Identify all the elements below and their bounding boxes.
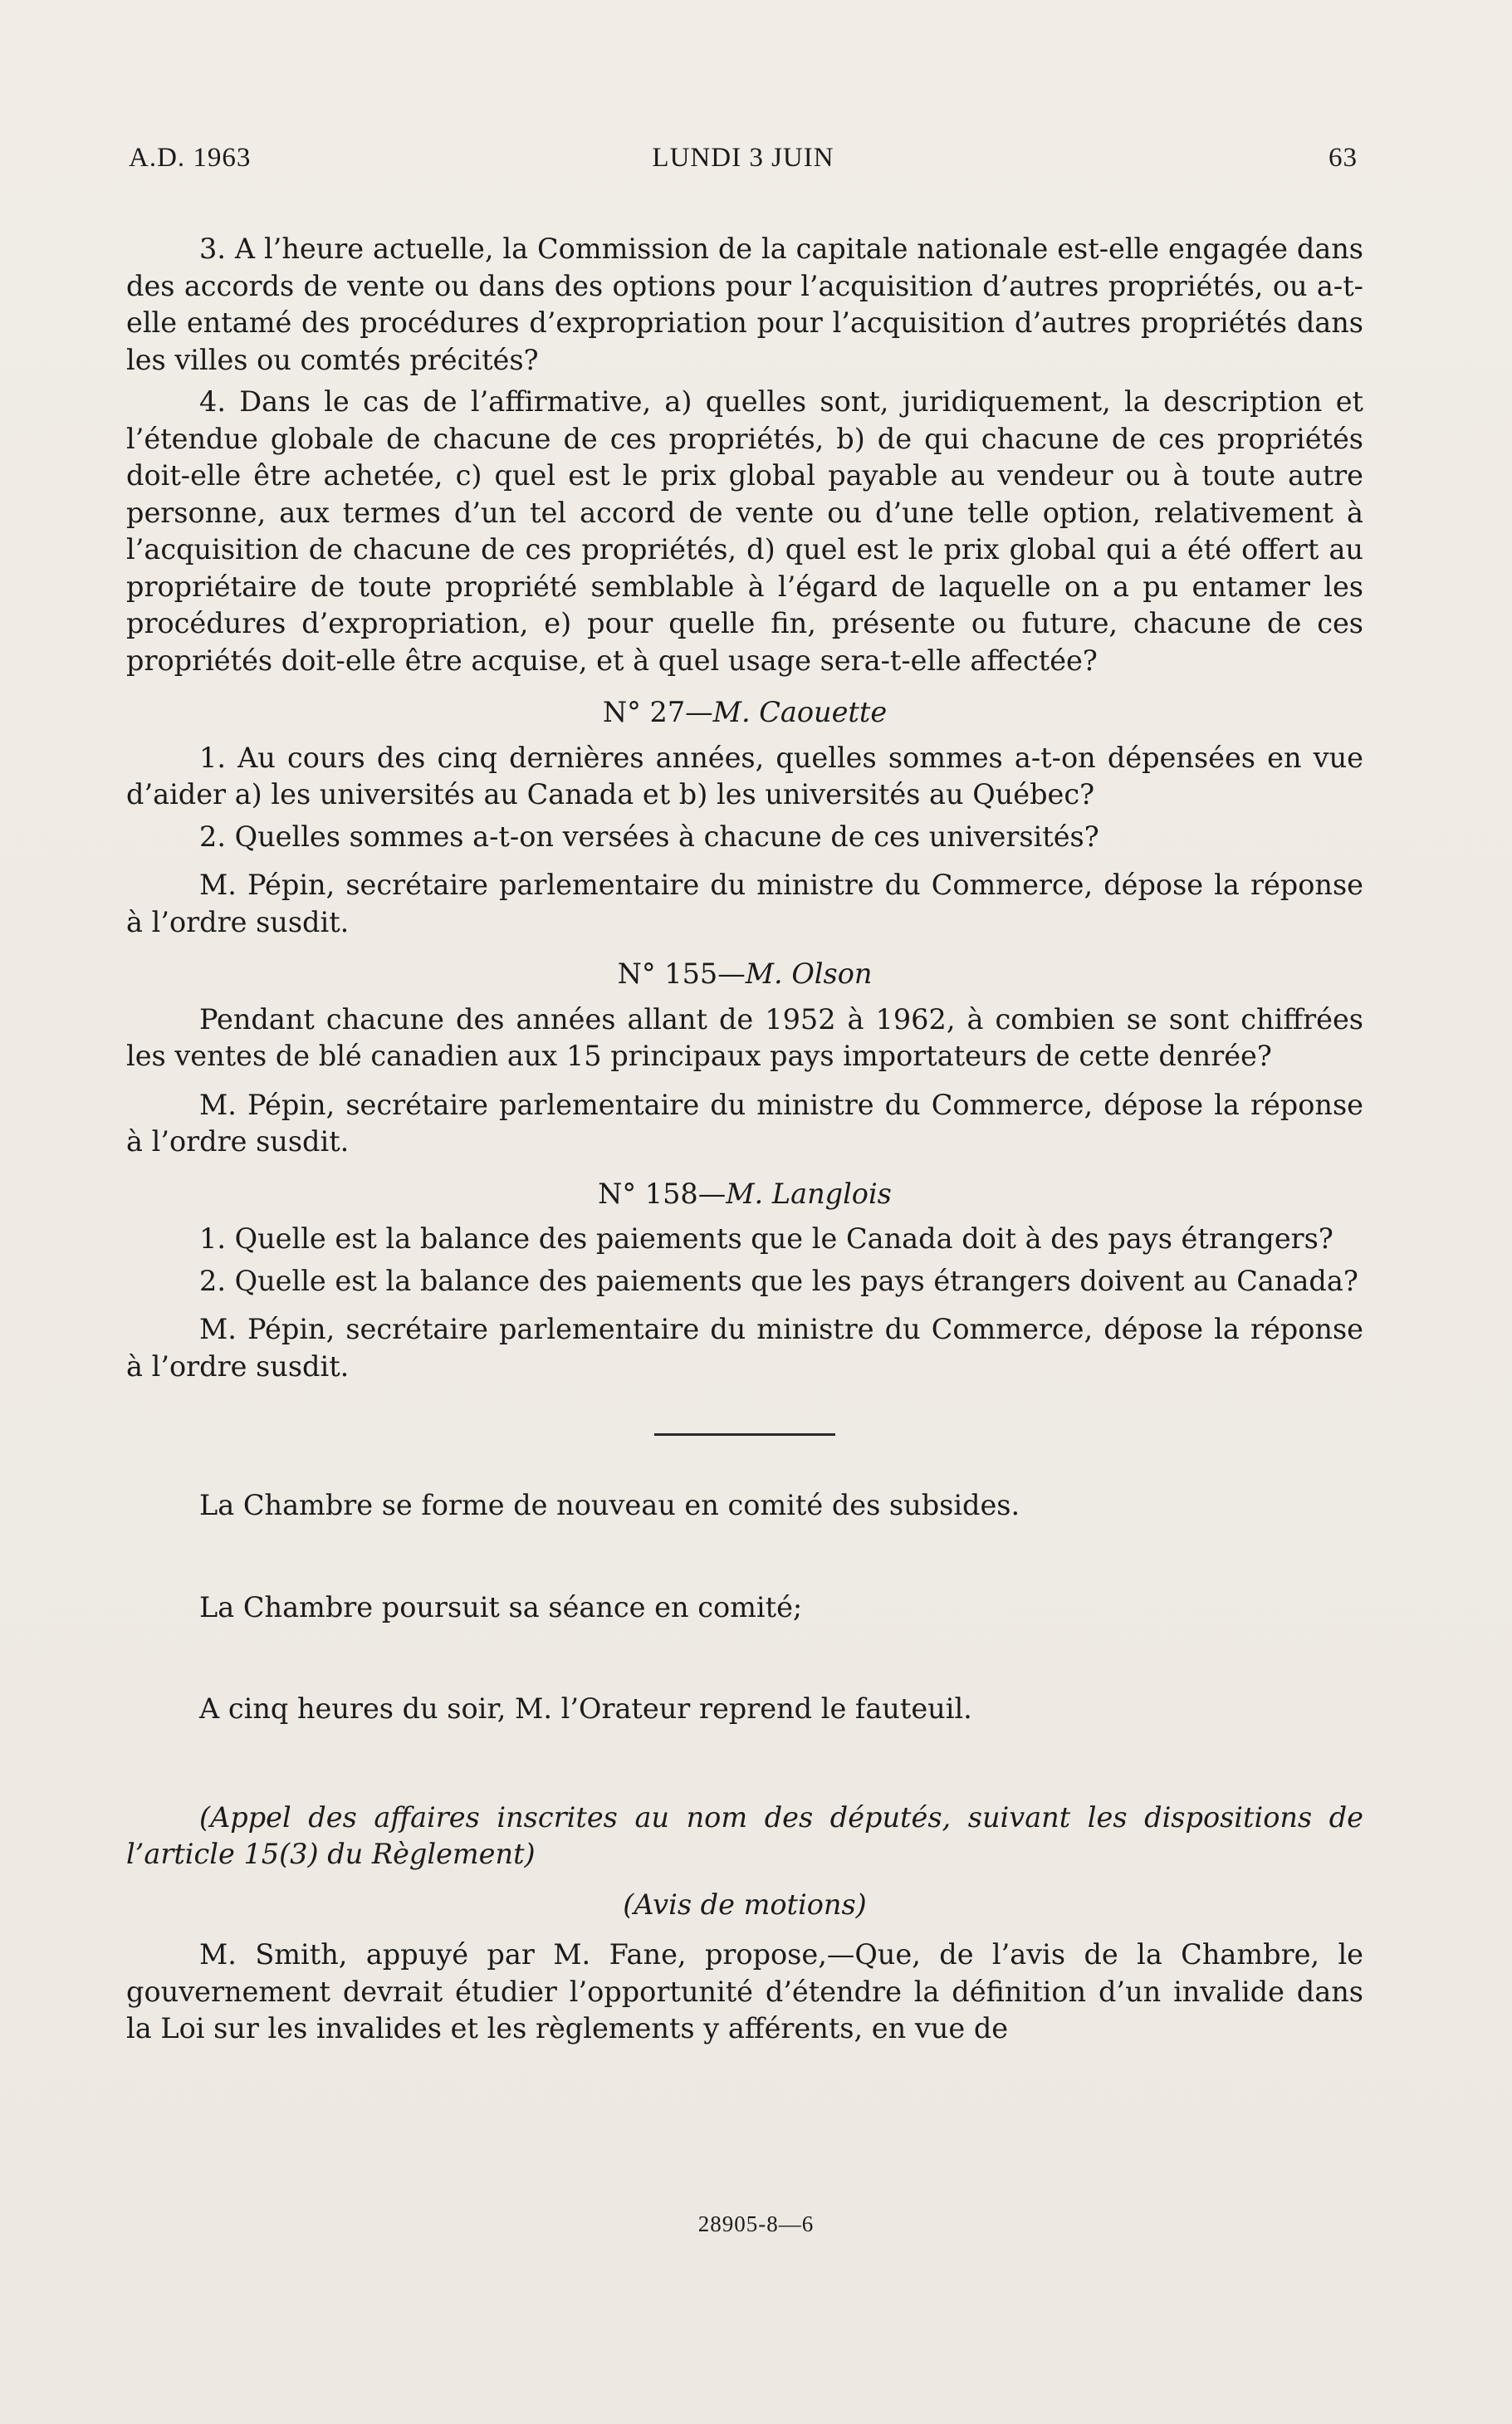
header-date: LUNDI 3 JUIN [652, 143, 834, 173]
question-number: N° 155— [617, 957, 746, 990]
header-year: A.D. 1963 [129, 143, 252, 173]
question-3: 3. A l’heure actuelle, la Commission de la capitale nationale est-elle engagée dans des accords de vente ou dans des options pour l’acquisition d’autres propriétés, ou a-t-elle entamé des procédures d’expropriation pour l’acquisition d’autres propriétés dans les villes ou comtés précités? [126, 233, 1363, 376]
private-members-call: (Appel des affaires inscrites au nom des députés, suivant les dispositions de l’article 15(3) du Règlement) [126, 1800, 1363, 1870]
question-158-part-2: 2. Quelle est la balance des paiements que les pays étrangers doivent au Canada? [199, 1264, 1358, 1297]
question-27-part-2: 2. Quelles sommes a-t-on versées à chacune de ces universités? [199, 820, 1099, 853]
section-divider [654, 1433, 835, 1436]
question-27-part-1: 1. Au cours des cinq dernières années, quelles sommes a-t-on dépensées en vue d’aider a) les universités au Canada et b) les universités au Québec? [126, 741, 1363, 810]
member-name: M. Langlois [726, 1177, 892, 1210]
question-155-heading [126, 956, 1363, 993]
page-number: 63 [1329, 143, 1358, 173]
question-27-answer: M. Pépin, secrétaire parlementaire du ministre du Commerce, dépose la réponse à l’ordre susdit. [126, 869, 1363, 938]
page-footer-code: 28905-8—6 [697, 2211, 815, 2236]
question-4: 4. Dans le cas de l’affirmative, a) quelles sont, juridiquement, la description et l’étendue globale de chacune de ces propriétés, b) de qui chacune de ces propriétés doit-elle être achetée, c) quel est le prix global payable au vendeur ou à toute autre personne, aux termes d’un tel accord de vente ou d’une telle option, relativement à l’acquisition de chacune de ces propriétés, d) quel est le prix global qui a été offert au propriétaire de toute propriété semblable à l’égard de laquelle on a pu entamer les procédures d’expropriation, e) pour quelle fin, présente ou future, chacune de ces propriétés doit-elle être acquise, et à quel usage sera-t-elle affectée? [126, 385, 1363, 677]
page-header [129, 143, 1358, 184]
question-number: N° 158— [598, 1177, 727, 1210]
question-158-heading [126, 1176, 1363, 1213]
member-name: M. Caouette [712, 696, 888, 728]
motion-text: M. Smith, appuyé par M. Fane, propose,—Que, de l’avis de la Chambre, le gouvernement devrait étudier l’opportunité d’étendre la définition d’un invalide dans la Loi sur les invalides et les règlements y afférents, en vue de [126, 1938, 1363, 2044]
notice-of-motions: (Avis de motions) [623, 1888, 867, 1921]
proceeding-speaker: A cinq heures du soir, M. l’Orateur reprend le fauteuil. [199, 1692, 972, 1725]
question-158-answer: M. Pépin, secrétaire parlementaire du ministre du Commerce, dépose la réponse à l’ordre susdit. [126, 1313, 1363, 1383]
question-155-answer: M. Pépin, secrétaire parlementaire du ministre du Commerce, dépose la réponse à l’ordre susdit. [126, 1088, 1363, 1158]
question-number: N° 27— [602, 696, 713, 728]
member-name: M. Olson [745, 957, 873, 990]
question-155-text: Pendant chacune des années allant de 1952 à 1962, à combien se sont chiffrées les ventes de blé canadien aux 15 principaux pays importateurs de cette denrée? [126, 1002, 1363, 1072]
question-27-heading [126, 694, 1363, 732]
question-158-part-1: 1. Quelle est la balance des paiements que le Canada doit à des pays étrangers? [199, 1222, 1333, 1255]
proceeding-committee: La Chambre se forme de nouveau en comité des subsides. [199, 1489, 1020, 1521]
proceeding-continues: La Chambre poursuit sa séance en comité; [199, 1590, 803, 1623]
body-text [126, 231, 1363, 2048]
